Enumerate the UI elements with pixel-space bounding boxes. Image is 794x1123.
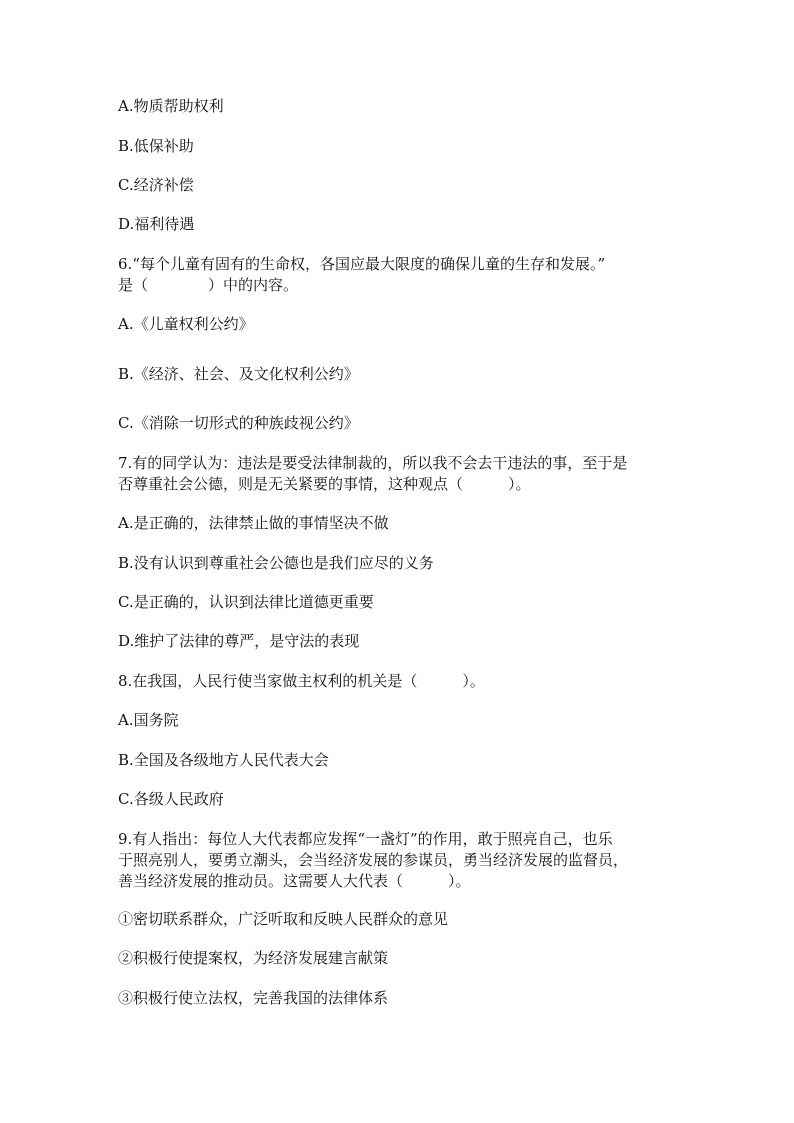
- q6-stem: [118, 254, 678, 296]
- q6-option-b: B.《经济、社会、及文化权利公约》: [118, 365, 359, 383]
- q6-option-a: A.《儿童权利公约》: [118, 315, 254, 333]
- q5-option-b: B.低保补助: [118, 137, 194, 155]
- q8-option-b: B.全国及各级地方人民代表大会: [118, 751, 329, 769]
- q8-option-c: C.各级人民政府: [118, 790, 224, 808]
- q7-stem-line-2: 否尊重社会公德，则是无关紧要的事情，这种观点（ ）。: [118, 475, 531, 493]
- q9-statement-2: ②积极行使提案权，为经济发展建言献策: [118, 949, 389, 967]
- q7-stem: [118, 453, 678, 495]
- q5-option-d: D.福利待遇: [118, 215, 195, 233]
- q5-option-a: A.物质帮助权利: [118, 97, 224, 115]
- q5-option-c: C.经济补偿: [118, 176, 194, 194]
- q9-stem-line-1: 9.有人指出：每位人大代表都应发挥“一盏灯”的作用，敢于照亮自己，也乐: [118, 830, 613, 848]
- q6-stem-line-2: 是（ ）中的内容。: [118, 276, 299, 294]
- q6-option-c: C.《消除一切形式的种族歧视公约》: [118, 414, 359, 432]
- q7-option-b: B.没有认识到尊重社会公德也是我们应尽的义务: [118, 554, 434, 572]
- q7-option-d: D.维护了法律的尊严，是守法的表现: [118, 632, 360, 650]
- q7-option-a: A.是正确的，法律禁止做的事情坚决不做: [118, 514, 389, 532]
- q8-option-a: A.国务院: [118, 711, 179, 729]
- q7-option-c: C.是正确的，认识到法律比道德更重要: [118, 593, 374, 611]
- q9-statement-1: ①密切联系群众，广泛听取和反映人民群众的意见: [118, 910, 449, 928]
- q9-statement-3: ③积极行使立法权，完善我国的法律体系: [118, 989, 389, 1007]
- q8-stem: 8.在我国，人民行使当家做主权利的机关是（ ）。: [118, 672, 485, 690]
- q9-stem-line-3: 善当经济发展的推动员。这需要人大代表（ ）。: [118, 872, 471, 890]
- q9-stem-line-2: 于照亮别人，要勇立潮头，会当经济发展的参谋员，勇当经济发展的监督员，: [118, 851, 629, 869]
- q7-stem-line-1: 7.有的同学认为：违法是要受法律制裁的，所以我不会去干违法的事，至于是: [118, 454, 628, 472]
- q6-stem-line-1: 6.“每个儿童有固有的生命权，各国应最大限度的确保儿童的生存和发展。”: [118, 255, 606, 273]
- q9-stem: [118, 829, 678, 892]
